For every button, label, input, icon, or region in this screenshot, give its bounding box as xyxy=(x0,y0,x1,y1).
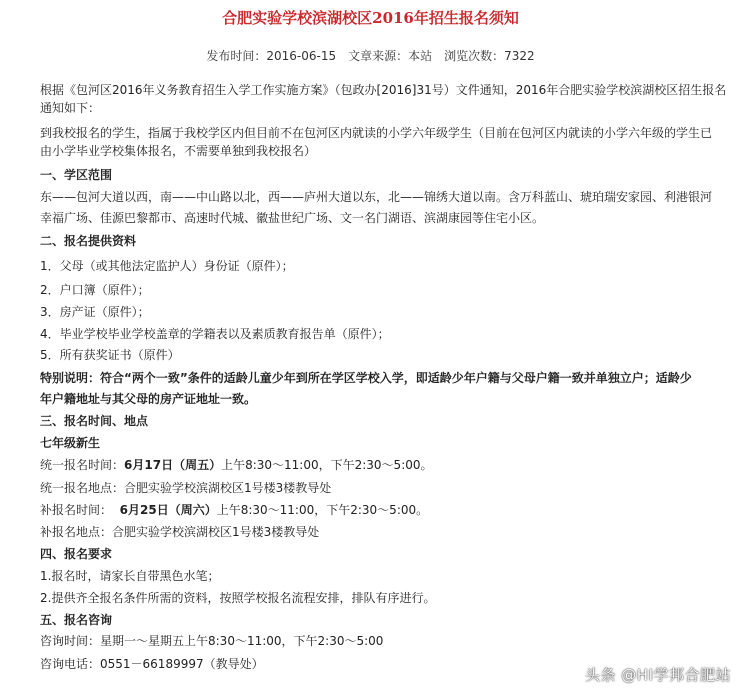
requirement-item: 1.报名时，请家长自带黑色水笔； xyxy=(40,569,220,583)
section-heading-district: 一、学区范围 xyxy=(40,168,113,182)
material-item: 5．所有获奖证书（原件） xyxy=(40,348,180,362)
view-count: 浏览次数：7322 xyxy=(444,49,535,63)
section-heading-consult: 五、报名咨询 xyxy=(40,613,113,627)
district-line: 幸福广场、佳源巴黎都市、高速时代城、徽盐世纪广场、文一名门湖语、滨湖康园等住宅小区。 xyxy=(40,211,545,225)
section-heading-materials: 二、报名提供资料 xyxy=(40,234,137,248)
intro-line: 到我校报名的学生，指属于我校学区内但目前不在包河区内就读的小学六年级学生（目前在包河区内就读的小学六年级的学生已 xyxy=(40,126,713,140)
material-item: 4．毕业学校毕业学校盖章的学籍表以及素质教育报告单（原件）； xyxy=(40,327,390,341)
makeup-time-line xyxy=(40,500,428,520)
special-note-line: 年户籍地址与其父母的房产证地址一致。 xyxy=(40,392,257,406)
reg-time-rest: 上午8:30～11:00，下午2:30～5:00。 xyxy=(221,458,433,472)
requirement-item: 2.提供齐全报名条件所需的资料，按照学校报名流程安排，排队有序进行。 xyxy=(40,591,436,605)
intro-line: 通知如下： xyxy=(40,101,101,115)
intro-line: 根据《包河区2016年义务教育招生入学工作实施方案》（包政办[2016]31号）文件通知，2016年合肥实验学校滨湖校区招生报名 xyxy=(40,83,727,97)
grade-subheading: 七年级新生 xyxy=(40,436,101,450)
material-item: 3．房产证（原件）； xyxy=(40,305,150,319)
reg-time-line xyxy=(40,455,433,475)
reg-time-label: 统一报名时间： xyxy=(40,458,125,472)
section-heading-schedule: 三、报名时间、地点 xyxy=(40,414,149,428)
material-item: 1．父母（或其他法定监护人）身份证（原件）； xyxy=(40,259,294,273)
material-item: 2．户口簿（原件）； xyxy=(40,283,150,297)
district-line: 东——包河大道以西，南——中山路以北，西——庐州大道以东，北——锦绣大道以南。含万科蓝山、琥珀瑞安家园、利港银河 xyxy=(40,190,713,204)
reg-place-line: 统一报名地点：合肥实验学校滨湖校区1号楼3楼教导处 xyxy=(40,481,332,495)
article-meta xyxy=(0,47,741,64)
section-heading-requirements: 四、报名要求 xyxy=(40,547,113,561)
special-note-line: 特别说明：符合“两个一致”条件的适龄儿童少年到所在学区学校入学，即适龄少年户籍与父母户籍一致并单独立户；适龄少 xyxy=(40,371,692,385)
consult-phone-line: 咨询电话：0551－66189997（教导处） xyxy=(40,657,264,671)
intro-line: 由小学毕业学校集体报名，不需要单独到我校报名） xyxy=(40,144,317,158)
makeup-place-line: 补报名地点：合肥实验学校滨湖校区1号楼3楼教导处 xyxy=(40,525,320,539)
makeup-time-label: 补报名时间： xyxy=(40,503,120,517)
publish-time: 发布时间：2016-06-15 xyxy=(206,49,337,63)
makeup-time-date: 6月25日（周六） xyxy=(119,503,217,517)
article-title: 合肥实验学校滨湖校区2016年招生报名须知 xyxy=(222,9,519,27)
reg-time-date: 6月17日（周五） xyxy=(124,458,222,472)
watermark: 头条 @HI学邦合肥站 xyxy=(585,666,731,684)
makeup-time-rest: 上午8:30～11:00，下午2:30～5:00。 xyxy=(216,503,429,517)
article-source: 文章来源：本站 xyxy=(348,49,433,63)
consult-time-line: 咨询时间：星期一～星期五上午8:30～11:00，下午2:30～5:00 xyxy=(40,634,384,648)
